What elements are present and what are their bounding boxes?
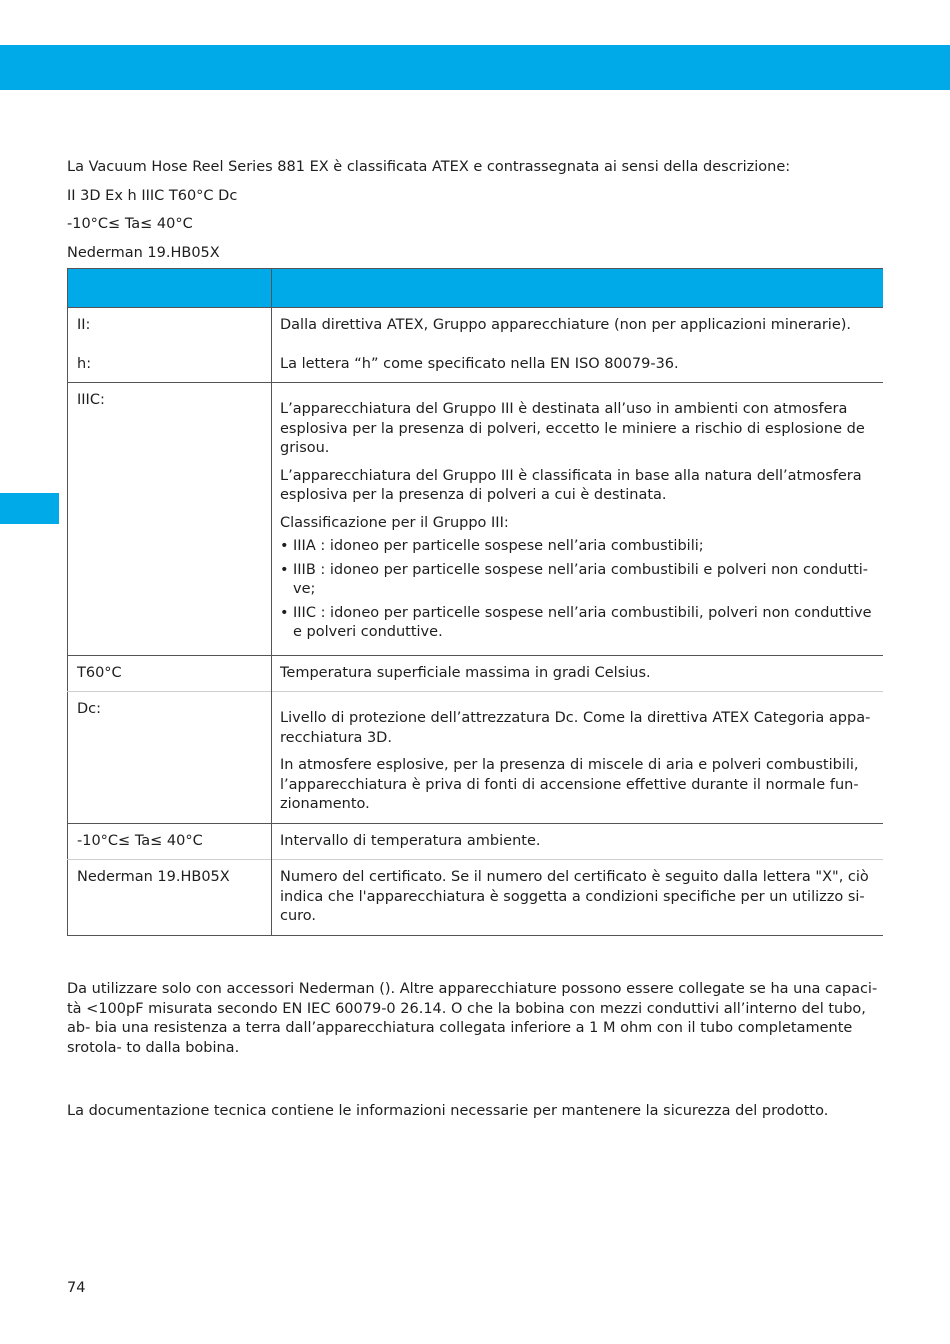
- table-cell-text: [272, 655, 883, 692]
- table-row: [68, 655, 883, 692]
- table-cell-label: [68, 655, 272, 692]
- table-row: [68, 383, 883, 656]
- iiic-paragraph-1: L’apparecchiatura del Gruppo III è destinata all’uso in ambienti con atmosfera esplosiva per la presenza di polveri, eccetto le miniere a rischio di esplosione de grisou.: [280, 401, 865, 456]
- table-row: [68, 308, 883, 383]
- row-text-ta: Intervallo di temperatura ambiente.: [280, 832, 541, 849]
- cell-top-spacer: [280, 700, 873, 709]
- row-label-iiic: IIIC:: [77, 392, 105, 408]
- row-text-certificate: Numero del certificato. Se il numero del certificato è seguito dalla lettera "X", ciò indica che l'apparecchiatura è soggetta a condizioni specifiche per un utilizzo si- curo.: [280, 869, 869, 924]
- marking-line: II 3D Ex h IIIC T60°C Dc: [67, 187, 238, 204]
- list-item: • IIIB : idoneo per particelle sospese nell’aria combustibili e polveri non condutti- ve;: [280, 561, 873, 600]
- table-cell-label: [68, 383, 272, 656]
- table-cell-text: [272, 692, 883, 824]
- table-cell-text: [272, 383, 883, 656]
- page-number: 74: [67, 1280, 86, 1296]
- table-cell-label: [68, 692, 272, 824]
- certificate-line: Nederman 19.HB05X: [67, 244, 220, 261]
- row-label-t60: T60°C: [77, 664, 122, 681]
- row-label-certificate: Nederman 19.HB05X: [77, 869, 230, 885]
- intro-line: La Vacuum Hose Reel Series 881 EX è classificata ATEX e contrassegnata ai sensi della descrizione:: [67, 159, 791, 175]
- row-label-dc: Dc:: [77, 701, 102, 717]
- iiic-paragraph-3: Classificazione per il Gruppo III:: [280, 514, 509, 531]
- table-cell-text: [272, 823, 883, 860]
- atex-marking-table: [67, 268, 883, 936]
- table-header-cell: [272, 269, 883, 308]
- table-header-cell: [68, 269, 272, 308]
- cell-top-spacer: [280, 391, 873, 400]
- dc-paragraph-1: Livello di protezione dell’attrezzatura Dc. Come la direttiva ATEX Categoria appa- recchiatura 3D.: [280, 710, 871, 746]
- list-item: • IIIA : idoneo per particelle sospese nell’aria combustibili;: [280, 537, 873, 557]
- intro-block: [67, 158, 882, 272]
- header-band: [0, 45, 950, 90]
- section-tab-marker: [0, 493, 59, 524]
- row-text-t60: Temperatura superficiale massima in gradi Celsius.: [280, 664, 651, 681]
- row-text-h: La lettera “h” come specificato nella EN ISO 80079-36.: [280, 355, 679, 372]
- row-label-ta: -10°C≤ Ta≤ 40°C: [77, 832, 203, 849]
- cell-spacer: [280, 336, 873, 355]
- table-cell-text: [272, 860, 883, 936]
- accessories-paragraph: Da utilizzare solo con accessori Nederman (). Altre apparecchiature possono essere collegate se ha una capaci- tà <100pF misurata secondo EN IEC 60079-0 26.14. O che la bobina con mezzi conduttivi all’interno del tubo, ab- bia una resistenza a terra dall’apparecchiatura collegata inferiore a 1 M ohm con il tubo completamente srotola- to dalla bobina.: [67, 981, 878, 1056]
- row-text-ii: Dalla direttiva ATEX, Gruppo apparecchiature (non per applicazioni minerarie).: [280, 317, 852, 333]
- table-header-row: [68, 269, 883, 308]
- iiic-paragraph-2: L’apparecchiatura del Gruppo III è classificata in base alla natura dell’atmosfera esplosiva per la presenza di polveri a cui è destinata.: [280, 467, 862, 503]
- dc-paragraph-2: In atmosfere esplosive, per la presenza di miscele di aria e polveri combustibili, l’apparecchiatura è priva di fonti di accensione effettive durante il normale fun- zionamento.: [280, 757, 859, 812]
- table-cell-label: [68, 823, 272, 860]
- cell-spacer: [77, 336, 261, 355]
- documentation-paragraph: La documentazione tecnica contiene le informazioni necessarie per mantenere la sicurezza del prodotto.: [67, 1103, 829, 1119]
- table-cell-text: [272, 308, 883, 383]
- table-row: [68, 692, 883, 824]
- temperature-range-line: -10°C≤ Ta≤ 40°C: [67, 216, 193, 232]
- table-cell-label: [68, 860, 272, 936]
- table-cell-label: [68, 308, 272, 383]
- row-label-h: h:: [77, 355, 92, 372]
- table-row: [68, 823, 883, 860]
- table-row: [68, 860, 883, 936]
- row-label-ii: II:: [77, 317, 91, 333]
- list-item: • IIIC : idoneo per particelle sospese nell’aria combustibili, polveri non conduttive e polveri conduttive.: [280, 604, 873, 643]
- group-iii-list: [280, 537, 873, 643]
